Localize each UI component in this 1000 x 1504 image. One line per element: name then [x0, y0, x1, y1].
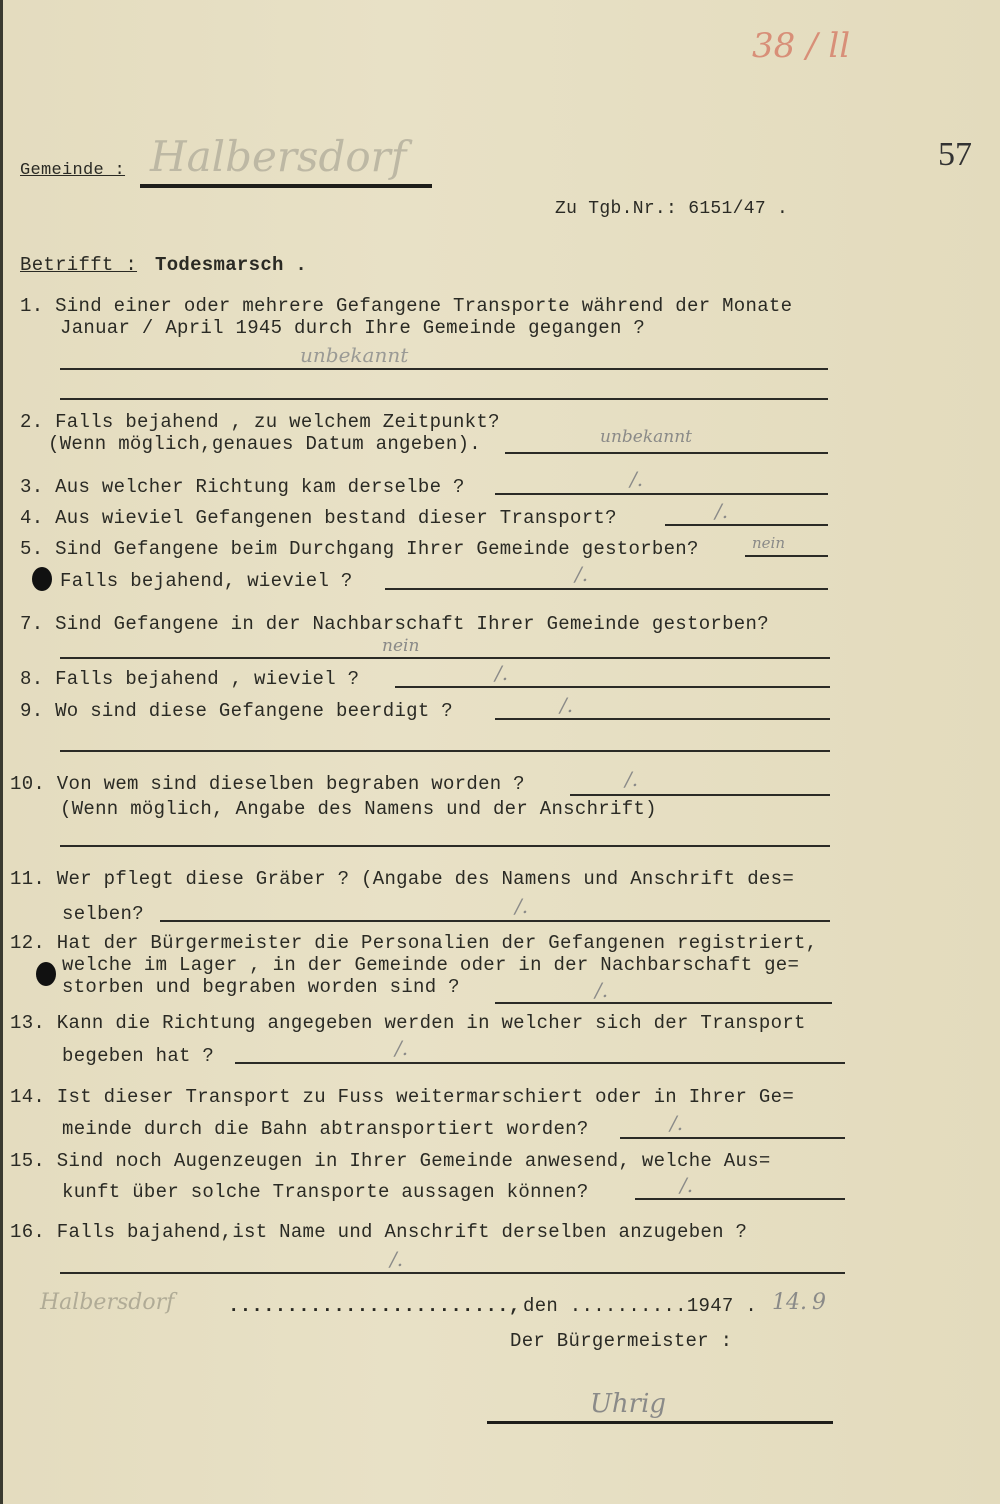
place-stamp: Halbersdorf	[40, 1290, 175, 1315]
punch-hole-mark	[32, 567, 52, 591]
answer-11: /.	[515, 894, 529, 918]
answer-line	[60, 845, 830, 847]
question-12-line-2: welche im Lager , in der Gemeinde oder in der Nachbarschaft ge=	[62, 954, 800, 976]
answer-line	[60, 657, 830, 659]
subject-value: Todesmarsch .	[155, 254, 308, 276]
gemeinde-label: Gemeinde :	[20, 161, 126, 180]
red-archive-note: 38 / ll	[752, 26, 851, 66]
question-13-line-1: 13. Kann die Richtung angegeben werden in welcher sich der Transport	[10, 1012, 806, 1034]
answer-line	[235, 1062, 845, 1064]
answer-8: /.	[495, 661, 509, 685]
answer-line	[160, 920, 830, 922]
signatory-title: Der Bürgermeister :	[510, 1330, 733, 1352]
question-13-line-2: begeben hat ?	[62, 1045, 215, 1067]
question-14-line-2: meinde durch die Bahn abtransportiert worden?	[62, 1118, 589, 1140]
punch-hole-mark	[36, 962, 56, 986]
question-15-line-1: 15. Sind noch Augenzeugen in Ihrer Gemeinde anwesend, welche Aus=	[10, 1150, 771, 1172]
question-15-line-2: kunft über solche Transporte aussagen können?	[62, 1181, 589, 1203]
answer-line	[60, 1272, 845, 1274]
answer-16: /.	[390, 1247, 404, 1271]
date-day: 14.	[772, 1290, 807, 1315]
question-11-line-1: 11. Wer pflegt diese Gräber ? (Angabe des Namens und Anschrift des=	[10, 868, 795, 890]
answer-line	[505, 452, 828, 454]
answer-line	[635, 1198, 845, 1200]
answer-6: /.	[575, 562, 589, 586]
question-9: 9. Wo sind diese Gefangene beerdigt ?	[20, 700, 453, 722]
answer-line	[60, 368, 828, 370]
date-month: 9	[812, 1290, 826, 1315]
question-7: 7. Sind Gefangene in der Nachbarschaft Ihrer Gemeinde gestorben?	[20, 613, 769, 635]
answer-15: /.	[680, 1173, 694, 1197]
answer-3: /.	[630, 467, 644, 491]
answer-line	[60, 398, 828, 400]
question-4: 4. Aus wieviel Gefangenen bestand dieser Transport?	[20, 507, 617, 529]
date-line: den ..........1947 .	[523, 1295, 758, 1317]
gemeinde-stamp: Halbersdorf	[150, 132, 407, 181]
question-12-line-1: 12. Hat der Bürgermeister die Personalien der Gefangenen registriert,	[10, 932, 818, 954]
question-16: 16. Falls bajahend,ist Name und Anschrift derselben anzugeben ?	[10, 1221, 748, 1243]
answer-line	[665, 524, 828, 526]
answer-2: unbekannt	[600, 427, 693, 447]
answer-line	[495, 718, 830, 720]
answer-9: /.	[560, 693, 574, 717]
question-2-line-2: (Wenn möglich,genaues Datum angeben).	[48, 433, 481, 455]
signature: Uhrig	[590, 1389, 667, 1419]
reference-number: Zu Tgb.Nr.: 6151/47 .	[555, 199, 789, 219]
place-dots: ........................,	[228, 1295, 521, 1317]
answer-5: nein	[752, 534, 785, 552]
answer-14: /.	[670, 1111, 684, 1135]
question-12-line-3: storben und begraben worden sind ?	[62, 976, 460, 998]
answer-line	[395, 686, 830, 688]
question-6: Falls bejahend, wieviel ?	[60, 570, 353, 592]
question-5: 5. Sind Gefangene beim Durchgang Ihrer Gemeinde gestorben?	[20, 538, 699, 560]
answer-7: nein	[382, 636, 420, 656]
answer-12: /.	[595, 978, 609, 1002]
page-number: 57	[938, 136, 972, 173]
question-8: 8. Falls bejahend , wieviel ?	[20, 668, 360, 690]
question-14-line-1: 14. Ist dieser Transport zu Fuss weitermarschiert oder in Ihrer Ge=	[10, 1086, 795, 1108]
answer-line	[745, 555, 828, 557]
question-10-line-1: 10. Von wem sind dieselben begraben worden ?	[10, 773, 525, 795]
answer-line	[495, 1002, 832, 1004]
gemeinde-line	[140, 184, 432, 188]
signature-line	[487, 1421, 833, 1424]
question-2-line-1: 2. Falls bejahend , zu welchem Zeitpunkt?	[20, 411, 500, 433]
question-3: 3. Aus welcher Richtung kam derselbe ?	[20, 476, 465, 498]
answer-line	[495, 493, 828, 495]
answer-line	[385, 588, 828, 590]
answer-line	[570, 794, 830, 796]
question-1-line-2: Januar / April 1945 durch Ihre Gemeinde gegangen ?	[60, 317, 646, 339]
question-1-line-1: 1. Sind einer oder mehrere Gefangene Transporte während der Monate	[20, 295, 793, 317]
answer-10: /.	[625, 767, 639, 791]
subject-label: Betrifft :	[20, 254, 138, 276]
answer-13: /.	[395, 1036, 409, 1060]
question-11-line-2: selben?	[62, 903, 144, 925]
answer-line	[620, 1137, 845, 1139]
answer-1: unbekannt	[300, 343, 409, 367]
question-10-line-2: (Wenn möglich, Angabe des Namens und der Anschrift)	[60, 798, 657, 820]
answer-4: /.	[715, 499, 729, 523]
answer-line	[60, 750, 830, 752]
